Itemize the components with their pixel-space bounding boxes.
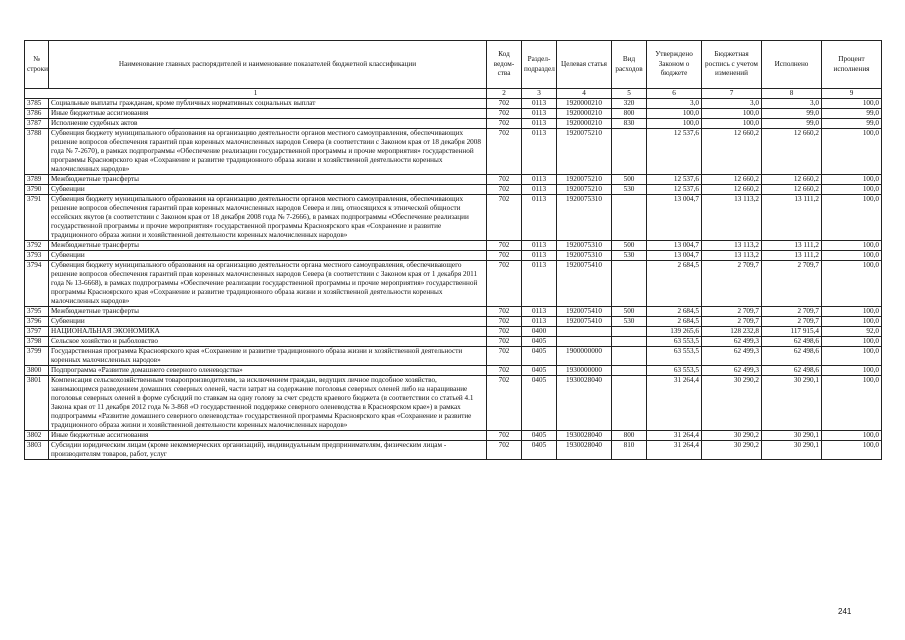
header-cs: Целевая статья [557, 41, 612, 89]
row-utv: 13 004,7 [647, 241, 702, 251]
row-proc: 99,0 [822, 119, 882, 129]
row-num: 3787 [25, 119, 49, 129]
row-num: 3797 [25, 327, 49, 337]
table-row [25, 327, 882, 337]
row-name: Межбюджетные трансферты [49, 307, 487, 317]
row-ved: 702 [487, 251, 522, 261]
row-num: 3789 [25, 175, 49, 185]
col-number: 2 [487, 89, 522, 99]
row-rosp: 128 232,8 [702, 327, 762, 337]
row-num: 3786 [25, 109, 49, 119]
row-ved: 702 [487, 119, 522, 129]
row-proc: 92,0 [822, 327, 882, 337]
row-cs [557, 327, 612, 337]
row-rosp: 100,0 [702, 109, 762, 119]
row-name: Компенсация сельскохозяйственным товаропроизводителям, за исключением граждан, ведущих личное подсобное хозяйство, занимающимся разведением домашних северных оленей, части затрат на содержание поголовья северных оленей либо на наращивание поголовья северных оленей в форме субсидий по ставкам на одну голову за счет средств краевого бюджета (в соответствии со статьей 4.1 Закона края от 11 декабря 2012 года № 3-868 «О государственной поддержке северного оленеводства в Красноярском крае») в рамках подпрограммы «Развитие домашнего северного оленеводства» государственной программы Красноярского края «Сохранение и развитие традиционного образа жизни и хозяйственной деятельности коренных малочисленных народов» [49, 376, 487, 431]
row-proc: 100,0 [822, 99, 882, 109]
row-isp: 12 660,2 [762, 129, 822, 175]
column-number-row [25, 89, 882, 99]
row-vr [612, 347, 647, 366]
table-row [25, 129, 882, 175]
row-vr: 500 [612, 307, 647, 317]
row-razdel: 0113 [522, 109, 557, 119]
row-name: Субвенция бюджету муниципального образования на организацию деятельности органа местного самоуправления, обеспечивающего решение вопросов обеспечения гарантий прав коренных малочисленных народов Севера (в соответствии с Законом края от 1 декабря 2011 года № 13-6668), в рамках подпрограммы «Обеспечение реализации государственной программы и прочие мероприятия» государственной программы Красноярского края «Сохранение и развитие традиционного образа жизни и хозяйственной деятельности коренных малочисленных народов» [49, 261, 487, 307]
row-vr: 500 [612, 175, 647, 185]
header-name: Наименование главных распорядителей и наименование показателей бюджетной классификации [49, 41, 487, 89]
table-row [25, 195, 882, 241]
header-num: № строки [25, 41, 49, 89]
header-isp: Исполнено [762, 41, 822, 89]
row-num: 3798 [25, 337, 49, 347]
table-row [25, 337, 882, 347]
row-cs [557, 337, 612, 347]
row-isp: 30 290,1 [762, 376, 822, 431]
row-vr: 530 [612, 185, 647, 195]
row-proc: 100,0 [822, 261, 882, 307]
row-ved: 702 [487, 195, 522, 241]
row-cs: 1920075310 [557, 195, 612, 241]
col-number: 1 [25, 89, 487, 99]
row-name: Субвенции [49, 185, 487, 195]
table-row [25, 261, 882, 307]
row-vr [612, 376, 647, 431]
page-number: 241 [838, 607, 852, 616]
row-ved: 702 [487, 185, 522, 195]
row-name: Субвенция бюджету муниципального образования на организацию деятельности органов местного самоуправления, обеспечивающих решение вопросов обеспечения гарантий прав коренных малочисленных народов Севера и лиц, относящихся к этнической общности ессейских якутов (в соответствии с Законом края от 18 декабря 2008 года № 7-2666), в рамках подпрограммы «Обеспечение реализации государственной программы и прочие мероприятия» государственной программы Красноярского края «Сохранение и развитие традиционного образа жизни и хозяйственной деятельности коренных малочисленных народов» [49, 195, 487, 241]
row-num: 3791 [25, 195, 49, 241]
row-razdel: 0113 [522, 251, 557, 261]
row-utv: 63 553,5 [647, 366, 702, 376]
row-isp: 62 498,6 [762, 366, 822, 376]
row-isp: 99,0 [762, 119, 822, 129]
row-isp: 117 915,4 [762, 327, 822, 337]
row-num: 3796 [25, 317, 49, 327]
row-utv: 12 537,6 [647, 175, 702, 185]
row-rosp: 62 499,3 [702, 337, 762, 347]
row-isp: 99,0 [762, 109, 822, 119]
row-utv: 12 537,6 [647, 185, 702, 195]
row-razdel: 0405 [522, 337, 557, 347]
row-isp: 62 498,6 [762, 347, 822, 366]
row-cs: 1920075210 [557, 129, 612, 175]
row-cs: 1920075210 [557, 175, 612, 185]
row-utv: 2 684,5 [647, 261, 702, 307]
header-ved: Код ведом-ства [487, 41, 522, 89]
row-cs: 1920000210 [557, 99, 612, 109]
row-name: Субсидии юридическим лицам (кроме некоммерческих организаций), индивидуальным предпринимателям, физическим лицам - производителям товаров, работ, услуг [49, 441, 487, 460]
row-num: 3800 [25, 366, 49, 376]
header-vr: Вид расходов [612, 41, 647, 89]
row-num: 3799 [25, 347, 49, 366]
row-razdel: 0113 [522, 119, 557, 129]
row-ved: 702 [487, 175, 522, 185]
col-number: 5 [612, 89, 647, 99]
row-ved: 702 [487, 337, 522, 347]
row-razdel: 0113 [522, 317, 557, 327]
row-isp: 13 111,2 [762, 241, 822, 251]
row-proc: 100,0 [822, 129, 882, 175]
row-vr [612, 129, 647, 175]
row-utv: 2 684,5 [647, 307, 702, 317]
row-num: 3790 [25, 185, 49, 195]
row-ved: 702 [487, 441, 522, 460]
row-vr: 810 [612, 441, 647, 460]
row-ved: 702 [487, 307, 522, 317]
row-vr: 530 [612, 317, 647, 327]
row-vr: 320 [612, 99, 647, 109]
row-razdel: 0405 [522, 347, 557, 366]
row-num: 3788 [25, 129, 49, 175]
row-utv: 100,0 [647, 109, 702, 119]
table-row [25, 109, 882, 119]
row-vr: 500 [612, 241, 647, 251]
row-proc: 100,0 [822, 337, 882, 347]
row-isp: 3,0 [762, 99, 822, 109]
row-proc: 100,0 [822, 347, 882, 366]
col-number: 9 [822, 89, 882, 99]
row-rosp: 30 290,2 [702, 376, 762, 431]
table-row [25, 376, 882, 431]
row-rosp: 30 290,2 [702, 441, 762, 460]
row-name: Исполнение судебных актов [49, 119, 487, 129]
row-cs: 1930028040 [557, 431, 612, 441]
row-ved: 702 [487, 376, 522, 431]
row-razdel: 0113 [522, 175, 557, 185]
col-number: 6 [647, 89, 702, 99]
table-row [25, 241, 882, 251]
row-razdel: 0405 [522, 441, 557, 460]
col-number: 7 [702, 89, 762, 99]
row-num: 3795 [25, 307, 49, 317]
row-cs: 1930028040 [557, 376, 612, 431]
row-ved: 702 [487, 317, 522, 327]
row-cs: 1920075310 [557, 241, 612, 251]
header-rosp: Бюджетная роспись с учетом изменений [702, 41, 762, 89]
row-rosp: 62 499,3 [702, 347, 762, 366]
header-proc: Процент исполнения [822, 41, 882, 89]
row-proc: 100,0 [822, 317, 882, 327]
row-name: Субвенции [49, 251, 487, 261]
row-isp: 30 290,1 [762, 431, 822, 441]
row-vr [612, 195, 647, 241]
row-proc: 100,0 [822, 307, 882, 317]
row-rosp: 62 499,3 [702, 366, 762, 376]
row-name: НАЦИОНАЛЬНАЯ ЭКОНОМИКА [49, 327, 487, 337]
row-vr: 530 [612, 251, 647, 261]
row-rosp: 12 660,2 [702, 175, 762, 185]
table-row [25, 175, 882, 185]
row-utv: 100,0 [647, 119, 702, 129]
row-vr: 830 [612, 119, 647, 129]
row-rosp: 13 113,2 [702, 251, 762, 261]
budget-table [24, 40, 882, 460]
row-cs: 1920075310 [557, 251, 612, 261]
row-isp: 13 111,2 [762, 251, 822, 261]
row-isp: 12 660,2 [762, 175, 822, 185]
row-name: Сельское хозяйство и рыболовство [49, 337, 487, 347]
row-cs: 1930000000 [557, 366, 612, 376]
row-utv: 139 265,6 [647, 327, 702, 337]
col-number: 4 [557, 89, 612, 99]
table-row [25, 185, 882, 195]
row-rosp: 2 709,7 [702, 307, 762, 317]
row-ved: 702 [487, 109, 522, 119]
row-cs: 1920000210 [557, 119, 612, 129]
row-rosp: 13 113,2 [702, 195, 762, 241]
row-isp: 2 709,7 [762, 307, 822, 317]
row-razdel: 0113 [522, 99, 557, 109]
row-name: Межбюджетные трансферты [49, 175, 487, 185]
row-cs: 1900000000 [557, 347, 612, 366]
row-rosp: 13 113,2 [702, 241, 762, 251]
row-rosp: 100,0 [702, 119, 762, 129]
table-body [25, 99, 882, 460]
table-row [25, 366, 882, 376]
row-utv: 2 684,5 [647, 317, 702, 327]
row-rosp: 12 660,2 [702, 185, 762, 195]
row-isp: 2 709,7 [762, 317, 822, 327]
row-proc: 99,0 [822, 109, 882, 119]
row-vr [612, 366, 647, 376]
row-isp: 62 498,6 [762, 337, 822, 347]
table-row [25, 431, 882, 441]
row-ved: 702 [487, 347, 522, 366]
row-cs: 1930028040 [557, 441, 612, 460]
row-isp: 30 290,1 [762, 441, 822, 460]
header-razdel: Раздел-подраздел [522, 41, 557, 89]
row-proc: 100,0 [822, 195, 882, 241]
header-utv: Утверждено Законом о бюджете [647, 41, 702, 89]
row-num: 3802 [25, 431, 49, 441]
row-vr [612, 327, 647, 337]
row-cs: 1920000210 [557, 109, 612, 119]
row-rosp: 30 290,2 [702, 431, 762, 441]
row-utv: 12 537,6 [647, 129, 702, 175]
row-rosp: 3,0 [702, 99, 762, 109]
row-name: Подпрограмма «Развитие домашнего северного оленеводства» [49, 366, 487, 376]
table-row [25, 251, 882, 261]
row-proc: 100,0 [822, 366, 882, 376]
row-razdel: 0113 [522, 241, 557, 251]
row-utv: 63 553,5 [647, 347, 702, 366]
row-utv: 13 004,7 [647, 251, 702, 261]
row-isp: 12 660,2 [762, 185, 822, 195]
row-proc: 100,0 [822, 431, 882, 441]
row-utv: 31 264,4 [647, 376, 702, 431]
table-row [25, 441, 882, 460]
row-num: 3794 [25, 261, 49, 307]
row-isp: 13 111,2 [762, 195, 822, 241]
row-ved: 702 [487, 261, 522, 307]
row-razdel: 0113 [522, 195, 557, 241]
row-razdel: 0113 [522, 307, 557, 317]
row-razdel: 0400 [522, 327, 557, 337]
table-row [25, 307, 882, 317]
row-num: 3793 [25, 251, 49, 261]
row-razdel: 0405 [522, 431, 557, 441]
row-proc: 100,0 [822, 441, 882, 460]
row-vr [612, 337, 647, 347]
row-razdel: 0113 [522, 261, 557, 307]
row-name: Субвенция бюджету муниципального образования на организацию деятельности органов местного самоуправления, обеспечивающих решение вопросов обеспечения гарантий прав коренных малочисленных народов Севера (в соответствии с Законом края от 18 декабря 2008 года № 7-2670), в рамках подпрограммы «Обеспечение реализации государственной программы и прочие мероприятия» государственной программы Красноярского края «Сохранение и развитие традиционного образа жизни и хозяйственной деятельности коренных малочисленных народов» [49, 129, 487, 175]
row-name: Социальные выплаты гражданам, кроме публичных нормативных социальных выплат [49, 99, 487, 109]
row-ved: 702 [487, 129, 522, 175]
row-utv: 3,0 [647, 99, 702, 109]
row-name: Иные бюджетные ассигнования [49, 431, 487, 441]
row-cs: 1920075410 [557, 261, 612, 307]
row-rosp: 12 660,2 [702, 129, 762, 175]
row-vr: 800 [612, 109, 647, 119]
row-name: Иные бюджетные ассигнования [49, 109, 487, 119]
row-proc: 100,0 [822, 175, 882, 185]
row-cs: 1920075410 [557, 317, 612, 327]
row-ved: 702 [487, 366, 522, 376]
row-ved: 702 [487, 99, 522, 109]
row-num: 3801 [25, 376, 49, 431]
row-proc: 100,0 [822, 251, 882, 261]
row-num: 3785 [25, 99, 49, 109]
row-utv: 31 264,4 [647, 441, 702, 460]
row-proc: 100,0 [822, 241, 882, 251]
col-number: 8 [762, 89, 822, 99]
table-row [25, 347, 882, 366]
row-num: 3792 [25, 241, 49, 251]
table-header-row [25, 41, 882, 89]
col-number: 3 [522, 89, 557, 99]
row-cs: 1920075210 [557, 185, 612, 195]
row-utv: 31 264,4 [647, 431, 702, 441]
row-ved: 702 [487, 431, 522, 441]
row-name: Межбюджетные трансферты [49, 241, 487, 251]
row-isp: 2 709,7 [762, 261, 822, 307]
row-proc: 100,0 [822, 376, 882, 431]
table-row [25, 317, 882, 327]
row-razdel: 0405 [522, 366, 557, 376]
row-vr [612, 261, 647, 307]
row-num: 3803 [25, 441, 49, 460]
row-proc: 100,0 [822, 185, 882, 195]
table-row [25, 99, 882, 109]
row-razdel: 0113 [522, 185, 557, 195]
row-rosp: 2 709,7 [702, 317, 762, 327]
row-name: Государственная программа Красноярского края «Сохранение и развитие традиционного образа жизни и хозяйственной деятельности коренных малочисленных народов» [49, 347, 487, 366]
row-razdel: 0113 [522, 129, 557, 175]
table-row [25, 119, 882, 129]
row-ved: 702 [487, 241, 522, 251]
row-name: Субвенции [49, 317, 487, 327]
row-rosp: 2 709,7 [702, 261, 762, 307]
row-utv: 63 553,5 [647, 337, 702, 347]
row-cs: 1920075410 [557, 307, 612, 317]
row-ved: 702 [487, 327, 522, 337]
row-vr: 800 [612, 431, 647, 441]
row-utv: 13 004,7 [647, 195, 702, 241]
row-razdel: 0405 [522, 376, 557, 431]
